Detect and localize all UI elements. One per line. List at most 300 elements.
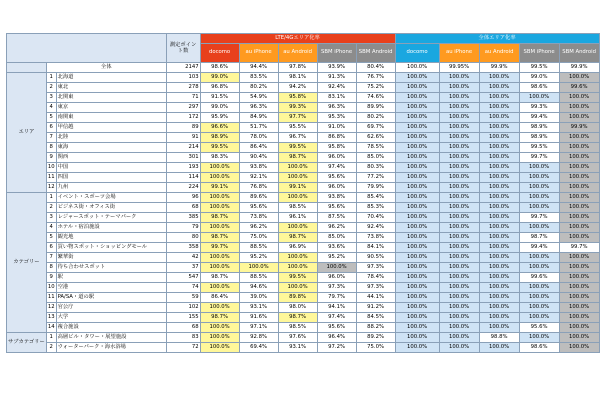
lte-sbm-android-header: SBM Android [356,44,395,63]
lte-value-cell: 98.5% [278,203,317,213]
all-value-cell: 100.0% [519,173,559,183]
lte-value-cell: 88.2% [356,323,395,333]
table-row [7,283,600,293]
lte-value-cell: 93.9% [317,63,356,73]
lte-value-cell: 100.0% [278,253,317,263]
all-value-cell: 100.0% [559,303,599,313]
all-value-cell: 100.0% [479,343,519,353]
lte-value-cell: 88.5% [239,273,278,283]
row-name: 大学 [56,313,166,323]
all-value-cell: 100.0% [395,173,439,183]
lte-value-cell: 75.0% [239,233,278,243]
row-number: 13 [46,313,56,323]
lte-value-cell: 91.0% [317,123,356,133]
table-row [7,243,600,253]
lte-value-cell: 89.9% [356,103,395,113]
row-number: 1 [46,193,56,203]
points-cell: 172 [166,113,200,123]
row-number: 1 [46,73,56,83]
points-cell: 114 [166,173,200,183]
all-value-cell: 100.0% [439,143,479,153]
points-cell: 301 [166,153,200,163]
all-value-cell: 100.0% [519,203,559,213]
all-value-cell: 100.0% [479,83,519,93]
all-value-cell: 100.0% [559,313,599,323]
lte-value-cell: 79.7% [317,293,356,303]
lte-value-cell: 100.0% [200,343,239,353]
all-value-cell: 100.0% [395,293,439,303]
all-value-cell: 100.0% [395,313,439,323]
all-value-cell: 100.0% [479,153,519,163]
lte-value-cell: 96.0% [317,183,356,193]
table-row [7,163,600,173]
all-value-cell: 100.0% [559,293,599,303]
row-name: 東北 [56,83,166,93]
all-value-cell: 100.0% [479,313,519,323]
lte-value-cell: 98.1% [278,73,317,83]
lte-value-cell: 95.5% [278,123,317,133]
points-cell: 214 [166,143,200,153]
lte-value-cell: 91.6% [239,313,278,323]
lte-value-cell: 94.6% [239,283,278,293]
lte-value-cell: 39.0% [239,293,278,303]
row-number: 14 [46,323,56,333]
lte-value-cell: 94.1% [317,303,356,313]
all-value-cell: 100.0% [439,153,479,163]
table-row [7,343,600,353]
lte-value-cell: 97.3% [356,263,395,273]
all-docomo-header: docomo [395,44,439,63]
all-value-cell: 100.0% [439,73,479,83]
all-value-cell: 100.0% [479,183,519,193]
table-row [7,253,600,263]
row-name: 繁華街 [56,253,166,263]
lte-value-cell: 100.0% [200,223,239,233]
lte-value-cell: 93.1% [239,303,278,313]
lte-value-cell: 97.6% [278,333,317,343]
all-value-cell: 100.0% [479,253,519,263]
row-number: 5 [46,233,56,243]
lte-value-cell: 96.3% [317,103,356,113]
lte-docomo-header: docomo [200,44,239,63]
points-cell: 358 [166,243,200,253]
lte-value-cell: 99.3% [278,103,317,113]
all-value-cell: 100.0% [395,203,439,213]
lte-value-cell: 99.7% [200,243,239,253]
lte-value-cell: 96.4% [317,333,356,343]
points-cell: 71 [166,93,200,103]
all-value-cell: 100.0% [395,103,439,113]
lte-value-cell: 97.2% [317,343,356,353]
all-value-cell: 100.0% [559,93,599,103]
points-header: 測定ポイント数 [166,34,200,63]
points-cell: 224 [166,183,200,193]
lte-value-cell: 91.2% [356,303,395,313]
points-cell: 68 [166,203,200,213]
all-value-cell: 99.6% [559,83,599,93]
lte-value-cell: 93.6% [317,243,356,253]
lte-value-cell: 88.5% [239,243,278,253]
all-value-cell: 100.0% [395,153,439,163]
all-value-cell: 99.95% [439,63,479,73]
all-value-cell: 100.0% [479,323,519,333]
all-value-cell: 100.0% [395,263,439,273]
points-cell: 89 [166,123,200,133]
points-cell: 91 [166,133,200,143]
points-cell: 68 [166,323,200,333]
row-number: 6 [46,243,56,253]
all-value-cell: 100.0% [439,323,479,333]
all-value-cell: 98.9% [519,133,559,143]
table-row [7,333,600,343]
lte-value-cell: 85.3% [356,203,395,213]
lte-sbm-iphone-header: SBM iPhone [317,44,356,63]
all-value-cell: 100.0% [395,143,439,153]
row-number: 3 [46,213,56,223]
lte-value-cell: 99.1% [278,183,317,193]
corner-cell [7,34,167,63]
lte-value-cell: 100.0% [239,263,278,273]
row-name: 駅 [56,273,166,283]
lte-value-cell: 76.7% [356,73,395,83]
all-value-cell: 100.0% [479,173,519,183]
row-name: 四国 [56,173,166,183]
lte-value-cell: 97.4% [317,313,356,323]
points-cell: 83 [166,333,200,343]
lte-value-cell: 99.5% [278,273,317,283]
all-value-cell: 100.0% [479,233,519,243]
all-value-cell: 100.0% [395,123,439,133]
all-value-cell: 100.0% [559,273,599,283]
lte-value-cell: 95.6% [239,203,278,213]
lte-value-cell: 94.4% [239,63,278,73]
lte-value-cell: 95.8% [278,93,317,103]
lte-value-cell: 100.0% [200,163,239,173]
all-value-cell: 100.0% [395,243,439,253]
lte-value-cell: 95.3% [317,113,356,123]
all-value-cell: 100.0% [559,213,599,223]
all-value-cell: 99.6% [519,273,559,283]
row-number: 6 [46,123,56,133]
coverage-table-body [7,63,600,353]
lte-value-cell: 84.5% [356,313,395,323]
all-au-android-header: au Android [479,44,519,63]
all-value-cell: 100.0% [439,133,479,143]
lte-value-cell: 96.0% [317,273,356,283]
all-value-cell: 100.0% [439,113,479,123]
row-number: 7 [46,253,56,263]
lte-value-cell: 86.8% [317,133,356,143]
lte-value-cell: 85.0% [356,153,395,163]
lte-value-cell: 96.9% [278,243,317,253]
lte-value-cell: 98.7% [200,273,239,283]
points-cell: 79 [166,223,200,233]
row-number: 9 [46,273,56,283]
lte-group-header: LTE/4Gエリア化率 [200,34,395,44]
all-value-cell: 100.0% [439,293,479,303]
lte-value-cell: 92.4% [356,223,395,233]
all-value-cell: 100.0% [479,123,519,133]
all-value-cell: 100.0% [439,163,479,173]
all-value-cell: 98.6% [519,83,559,93]
all-value-cell: 100.0% [559,283,599,293]
lte-value-cell: 97.3% [317,283,356,293]
all-value-cell: 100.0% [439,203,479,213]
lte-value-cell: 98.5% [278,323,317,333]
points-cell: 72 [166,343,200,353]
all-value-cell: 100.0% [559,343,599,353]
table-row [7,133,600,143]
all-value-cell: 100.0% [439,213,479,223]
all-value-cell: 100.0% [519,293,559,303]
all-value-cell: 100.0% [395,233,439,243]
lte-value-cell: 93.8% [239,163,278,173]
all-value-cell: 100.0% [439,333,479,343]
table-row [7,223,600,233]
all-value-cell: 100.0% [479,213,519,223]
all-value-cell: 98.7% [519,233,559,243]
all-value-cell: 100.0% [395,113,439,123]
all-value-cell: 100.0% [519,313,559,323]
all-value-cell: 100.0% [479,163,519,173]
lte-value-cell: 84.9% [239,113,278,123]
lte-value-cell: 100.0% [200,303,239,313]
points-cell: 42 [166,253,200,263]
row-number: 12 [46,183,56,193]
row-name: 甲信越 [56,123,166,133]
lte-value-cell: 85.4% [356,193,395,203]
lte-value-cell: 98.7% [278,233,317,243]
lte-value-cell: 97.8% [278,63,317,73]
all-value-cell: 95.6% [519,323,559,333]
category-label: エリア [7,73,47,193]
all-value-cell: 100.0% [479,193,519,203]
lte-value-cell: 100.0% [200,203,239,213]
all-value-cell: 100.0% [439,313,479,323]
table-row [7,173,600,183]
all-value-cell: 100.0% [439,303,479,313]
row-name: 南関東 [56,113,166,123]
lte-value-cell: 69.4% [239,343,278,353]
all-value-cell: 100.0% [559,183,599,193]
all-value-cell: 100.0% [395,183,439,193]
lte-value-cell: 96.3% [239,103,278,113]
all-value-cell: 99.4% [519,113,559,123]
lte-value-cell: 100.0% [200,333,239,343]
lte-value-cell: 89.2% [356,333,395,343]
lte-value-cell: 90.5% [356,253,395,263]
table-row [7,303,600,313]
table-row [7,233,600,243]
table-row [7,153,600,163]
points-cell: 74 [166,283,200,293]
all-value-cell: 100.0% [519,283,559,293]
lte-value-cell: 100.0% [200,263,239,273]
lte-au-android-header: au Android [278,44,317,63]
all-value-cell: 100.0% [559,263,599,273]
all-value-cell: 100.0% [519,163,559,173]
lte-value-cell: 73.8% [239,213,278,223]
all-value-cell: 100.0% [479,203,519,213]
lte-value-cell: 54.9% [239,93,278,103]
all-value-cell: 100.0% [519,93,559,103]
all-value-cell: 100.0% [559,323,599,333]
all-value-cell: 99.7% [559,243,599,253]
all-value-cell: 100.0% [395,73,439,83]
lte-value-cell: 80.2% [239,83,278,93]
row-name: 北陸 [56,133,166,143]
all-value-cell: 100.0% [395,83,439,93]
lte-value-cell: 96.8% [200,83,239,93]
points-cell: 37 [166,263,200,273]
lte-value-cell: 98.7% [200,233,239,243]
all-value-cell: 100.0% [519,223,559,233]
lte-value-cell: 99.0% [200,73,239,83]
all-value-cell: 100.0% [395,63,439,73]
lte-value-cell: 95.9% [200,113,239,123]
row-number: 8 [46,263,56,273]
table-row [7,63,600,73]
points-cell: 193 [166,163,200,173]
row-number: 4 [46,103,56,113]
all-value-cell: 99.4% [519,243,559,253]
lte-value-cell: 100.0% [278,263,317,273]
all-value-cell: 100.0% [439,83,479,93]
all-value-cell: 100.0% [439,283,479,293]
all-value-cell: 100.0% [479,293,519,303]
all-value-cell: 100.0% [559,233,599,243]
all-value-cell: 100.0% [519,263,559,273]
all-value-cell: 100.0% [395,93,439,103]
lte-value-cell: 76.8% [239,183,278,193]
all-value-cell: 98.8% [479,333,519,343]
table-row [7,123,600,133]
all-value-cell: 99.9% [559,123,599,133]
all-value-cell: 100.0% [479,263,519,273]
table-row [7,293,600,303]
all-value-cell: 100.0% [395,223,439,233]
lte-value-cell: 83.5% [239,73,278,83]
lte-value-cell: 97.4% [317,163,356,173]
lte-value-cell: 93.1% [278,343,317,353]
lte-value-cell: 78.5% [356,143,395,153]
lte-value-cell: 98.7% [278,153,317,163]
points-cell: 2147 [166,63,200,73]
row-name: レジャースポット・テーマパーク [56,213,166,223]
all-value-cell: 99.9% [479,63,519,73]
all-value-cell: 100.0% [439,243,479,253]
lte-value-cell: 100.0% [278,283,317,293]
lte-value-cell: 80.2% [356,113,395,123]
all-value-cell: 100.0% [559,143,599,153]
row-number: 10 [46,163,56,173]
all-value-cell: 99.5% [519,63,559,73]
all-value-cell: 99.5% [519,143,559,153]
all-value-cell: 100.0% [439,193,479,203]
lte-value-cell: 92.8% [239,333,278,343]
table-row [7,83,600,93]
lte-value-cell: 92.1% [239,173,278,183]
table-row [7,93,600,103]
all-value-cell: 100.0% [439,93,479,103]
lte-value-cell: 62.6% [356,133,395,143]
points-cell: 96 [166,193,200,203]
row-number: 9 [46,153,56,163]
row-name: ウォーターパーク・海水浴場 [56,343,166,353]
all-value-cell: 100.0% [395,213,439,223]
all-value-cell: 100.0% [559,153,599,163]
table-row [7,263,600,273]
lte-value-cell: 91.3% [317,73,356,83]
all-value-cell: 100.0% [519,183,559,193]
lte-value-cell: 97.3% [356,283,395,293]
row-number: 11 [46,173,56,183]
table-row [7,323,600,333]
lte-value-cell: 98.6% [200,63,239,73]
all-value-cell: 100.0% [479,223,519,233]
table-row [7,103,600,113]
lte-value-cell: 99.0% [200,103,239,113]
lte-value-cell: 99.5% [278,143,317,153]
table-row [7,183,600,193]
row-name: 高層ビル・タワー・展望施設 [56,333,166,343]
points-cell: 102 [166,303,200,313]
row-name: 九州 [56,183,166,193]
all-value-cell: 100.0% [559,333,599,343]
all-value-cell: 100.0% [439,223,479,233]
coverage-table [6,33,600,353]
all-value-cell: 100.0% [395,253,439,263]
lte-value-cell: 100.0% [278,223,317,233]
lte-value-cell: 95.2% [239,253,278,263]
row-number: 4 [46,223,56,233]
lte-au-iphone-header: au iPhone [239,44,278,63]
lte-value-cell: 95.6% [317,173,356,183]
table-row [7,193,600,203]
lte-value-cell: 98.9% [200,133,239,143]
all-sbm-android-header: SBM Android [559,44,599,63]
all-value-cell: 100.0% [395,343,439,353]
lte-value-cell: 97.7% [278,113,317,123]
table-row [7,203,600,213]
row-number: 2 [46,83,56,93]
lte-value-cell: 91.5% [200,93,239,103]
row-name: 観光地 [56,233,166,243]
lte-value-cell: 79.9% [356,183,395,193]
all-value-cell: 100.0% [519,303,559,313]
points-cell: 155 [166,313,200,323]
lte-value-cell: 95.6% [317,203,356,213]
row-name: 官公庁 [56,303,166,313]
lte-value-cell: 70.4% [356,213,395,223]
row-name: 待ち合わせスポット [56,263,166,273]
table-row [7,73,600,83]
all-value-cell: 100.0% [559,73,599,83]
all-value-cell: 100.0% [479,93,519,103]
lte-value-cell: 78.4% [356,273,395,283]
all-value-cell: 100.0% [519,193,559,203]
all-value-cell: 100.0% [395,133,439,143]
lte-value-cell: 85.0% [317,233,356,243]
coverage-table-container [6,33,600,353]
row-name: 中国 [56,163,166,173]
table-row [7,213,600,223]
lte-value-cell: 51.7% [239,123,278,133]
category-cell [7,63,47,73]
lte-value-cell: 93.8% [317,193,356,203]
all-value-cell: 100.0% [479,303,519,313]
all-value-cell: 100.0% [559,193,599,203]
